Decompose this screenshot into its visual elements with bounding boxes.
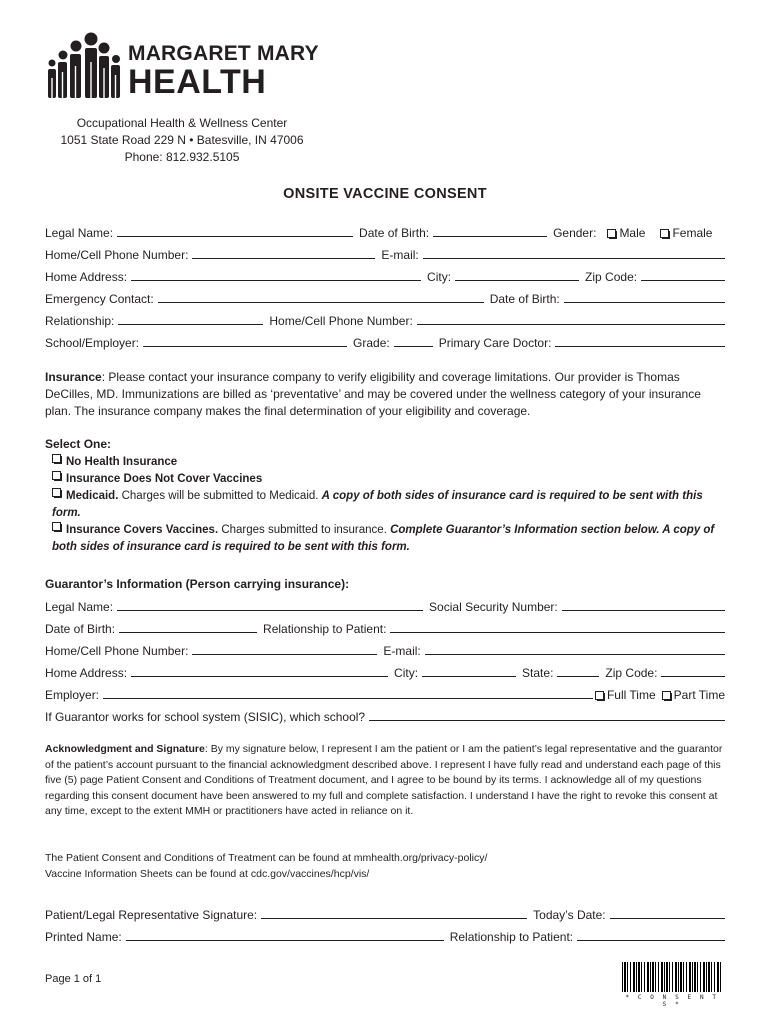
dob-field[interactable] [433,236,547,237]
address-label: Home Address: [45,270,128,284]
insurance-covers-checkbox[interactable] [52,522,61,531]
people-logo-icon [46,32,124,98]
option-no-vaccine-coverage [52,471,722,488]
no-insurance-checkbox[interactable] [52,454,61,463]
insurance-covers-note: Complete Guarantor’s Information section below. A copy of both sides of insurance card is required to be sent with this form. [52,524,715,553]
ack-label: Acknowledgment and Signature [45,743,205,755]
female-checkbox[interactable] [660,229,669,238]
rel-phone-field[interactable] [417,324,725,325]
g-relationship-field[interactable] [390,632,725,633]
g-zip-field[interactable] [661,676,725,677]
todays-date-label: Today’s Date: [533,908,606,922]
grade-field[interactable] [394,346,433,347]
g-legal-name-field[interactable] [117,610,423,611]
insurance-covers-text: Charges submitted to insurance. [218,524,391,536]
rel-phone-label: Home/Cell Phone Number: [269,314,413,328]
female-label: Female [672,226,713,240]
male-checkbox[interactable] [607,229,616,238]
address-field[interactable] [131,280,421,281]
g-city-field[interactable] [422,676,516,677]
male-label: Male [619,226,646,240]
page-number: Page 1 of 1 [45,973,102,985]
school-field[interactable] [143,346,347,347]
g-address-label: Home Address: [45,666,128,680]
school-label: School/Employer: [45,336,140,350]
insurance-paragraph [45,369,725,420]
zip-label: Zip Code: [585,270,638,284]
legal-name-label: Legal Name: [45,226,114,240]
option-no-insurance [52,454,722,471]
brand-name-line1: MARGARET MARY [128,42,319,65]
todays-date-field[interactable] [610,918,725,919]
g-phone-field[interactable] [192,654,377,655]
ack-text: : By my signature below, I represent I am the patient or I am the patient’s legal representative and the guarantor of the patient’s account pursuant to the financial acknowledgment described above. I represent I have fully read and understand each page of this five (5) page Patient Consent and Conditions of Treatment document, and I agree to be bound by its terms. I acknowledge all of my questions regarding this consent document have been answered to my full and complete satisfaction. I understand I have the right to revoke this consent at any time, except to the extent MMH or practitioners have acted in reliance on it. [45,743,723,817]
medicaid-note: A copy of both sides of insurance card is required to be sent with this form. [52,490,703,519]
g-dob-field[interactable] [119,632,257,633]
guarantor-row-name [45,598,725,614]
phone-label: Home/Cell Phone Number: [45,248,189,262]
part-time-checkbox[interactable] [662,691,671,700]
guarantor-row-dob [45,620,725,636]
printed-name-row [45,928,725,944]
g-state-label: State: [522,666,554,680]
barcode [622,962,722,1008]
insurance-covers-label: Insurance Covers Vaccines. [66,524,219,536]
medicaid-label: Medicaid. [66,490,119,502]
g-zip-label: Zip Code: [605,666,658,680]
g-address-field[interactable] [131,676,388,677]
address-line-3: Phone: 812.932.5105 [124,150,240,164]
signature-field[interactable] [261,918,527,919]
g-dob-label: Date of Birth: [45,622,116,636]
part-time-label: Part Time [673,688,725,702]
signature-label: Patient/Legal Representative Signature: [45,908,258,922]
relationship-field[interactable] [118,324,263,325]
ssn-label: Social Security Number: [429,600,558,614]
medicaid-text: Charges will be submitted to Medicaid. [118,490,322,502]
option-medicaid [52,488,722,522]
g-school-label: If Guarantor works for school system (SISIC), which school? [45,710,366,724]
city-label: City: [427,270,452,284]
no-insurance-label: No Health Insurance [66,456,178,468]
full-time-label: Full Time [606,688,656,702]
signature-row [45,906,725,922]
printed-name-field[interactable] [126,940,444,941]
pcp-field[interactable] [555,346,725,347]
insurance-text: : Please contact your insurance company to verify eligibility and coverage limitations. Our provider is Thomas DeCilles, MD. Immunizations are billed as ‘preventative’ and may be covered under the wellness category of your insurance plan. The insurance company makes the final determination of your eligibility and coverage. [45,370,701,418]
address-line-1: Occupational Health & Wellness Center [76,116,288,130]
insurance-label: Insurance [45,370,102,384]
emergency-field[interactable] [158,302,484,303]
page-title: ONSITE VACCINE CONSENT [283,186,487,202]
g-city-label: City: [394,666,419,680]
relationship-label: Relationship: [45,314,115,328]
sig-relationship-label: Relationship to Patient: [449,930,574,944]
g-school-field[interactable] [369,720,725,721]
legal-name-field[interactable] [117,236,353,237]
emergency-dob-label: Date of Birth: [489,292,560,306]
option-insurance-covers [52,522,722,556]
patient-row-phone [45,246,725,262]
barcode-caption: * C O N S E N T S * [625,994,719,1008]
employer-field[interactable] [103,698,593,699]
consent-reference: The Patient Consent and Conditions of Treatment can be found at mmhealth.org/privacy-policy/ [45,852,488,864]
medicaid-checkbox[interactable] [52,488,61,497]
guarantor-row-employer [45,686,725,702]
g-relationship-label: Relationship to Patient: [263,622,387,636]
employer-label: Employer: [45,688,100,702]
barcode-icon [622,962,722,992]
address-line-2: 1051 State Road 229 N • Batesville, IN 47006 [60,133,304,147]
email-field[interactable] [423,258,725,259]
g-state-field[interactable] [557,676,599,677]
select-one-title: Select One: [45,437,112,451]
guarantor-row-school [45,708,725,724]
g-email-label: E-mail: [383,644,421,658]
email-label: E-mail: [381,248,419,262]
ssn-field[interactable] [562,610,725,611]
grade-label: Grade: [353,336,390,350]
g-legal-name-label: Legal Name: [45,600,114,614]
no-coverage-checkbox[interactable] [52,471,61,480]
emergency-label: Emergency Contact: [45,292,154,306]
no-coverage-label: Insurance Does Not Cover Vaccines [66,473,263,485]
pcp-label: Primary Care Doctor: [438,336,552,350]
emergency-dob-field[interactable] [564,302,725,303]
hospital-logo [46,32,336,102]
guarantor-row-address [45,664,725,680]
phone-field[interactable] [192,258,375,259]
patient-row-emergency [45,290,725,306]
gender-label: Gender: [553,226,597,240]
guarantor-row-phone [45,642,725,658]
dob-label: Date of Birth: [359,226,430,240]
sig-relationship-field[interactable] [577,940,725,941]
zip-field[interactable] [641,280,725,281]
patient-row-name [45,224,725,240]
patient-row-address [45,268,725,284]
printed-name-label: Printed Name: [45,930,122,944]
full-time-checkbox[interactable] [595,691,604,700]
acknowledgment-paragraph [45,742,727,820]
guarantor-title: Guarantor’s Information (Person carrying insurance): [45,577,350,591]
patient-row-relationship [45,312,725,328]
g-phone-label: Home/Cell Phone Number: [45,644,189,658]
patient-row-school [45,334,725,350]
vis-reference: Vaccine Information Sheets can be found at cdc.gov/vaccines/hcp/vis/ [45,868,370,880]
brand-name-line2: HEALTH [128,63,267,101]
g-email-field[interactable] [425,654,725,655]
city-field[interactable] [455,280,579,281]
